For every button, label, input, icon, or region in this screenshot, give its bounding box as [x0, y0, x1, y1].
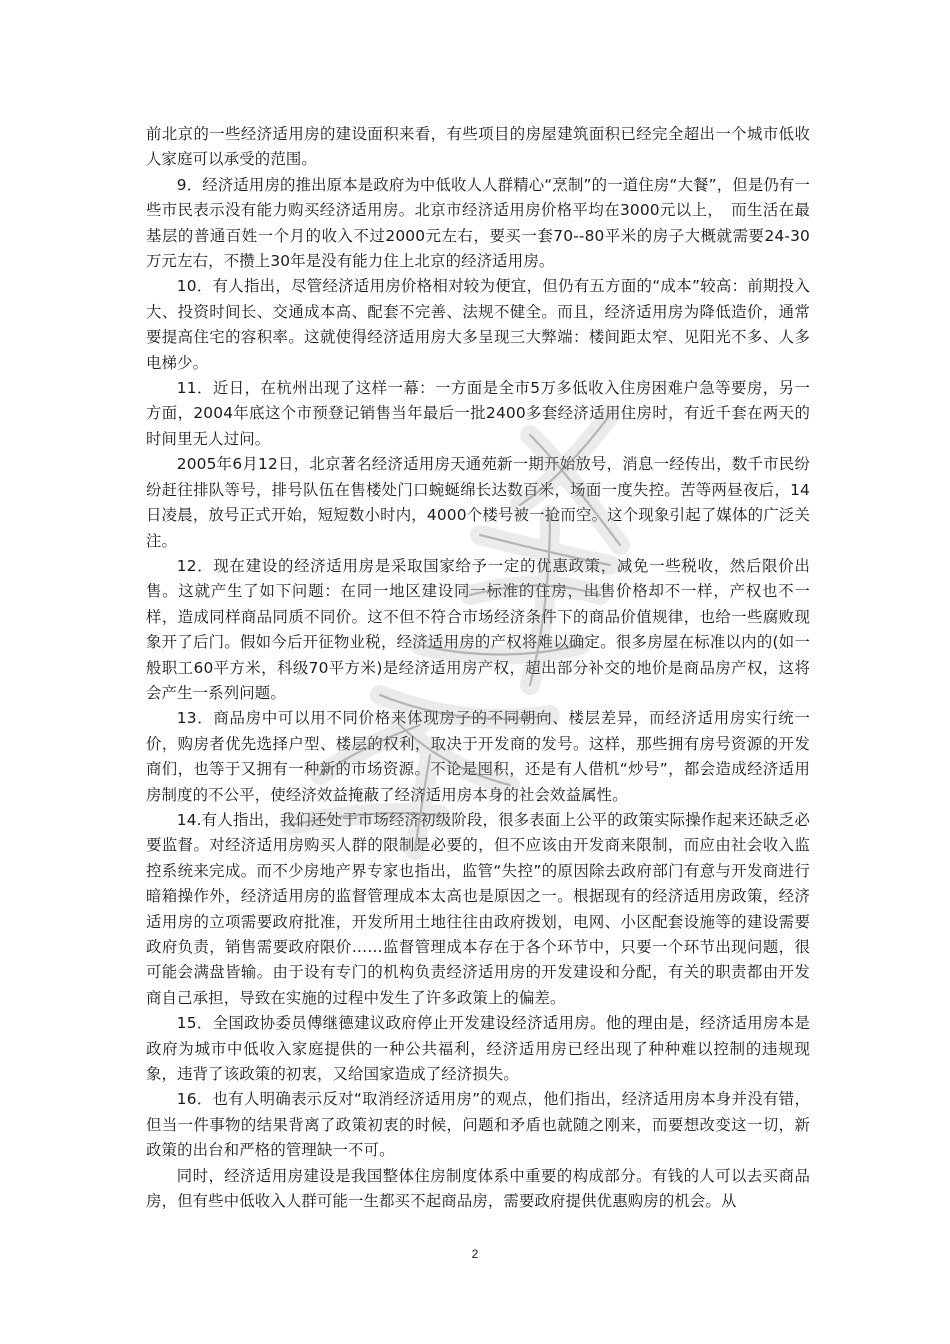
paragraph-2005-event: 2005年6月12日，北京著名经济适用房天通苑新一期开始放号，消息一经传出，数千市民纷纷赶往排队等号，排号队伍在售楼处门口蜿蜒绵长达数百米，场面一度失控。苦等两昼夜后，14日凌晨，放号正式开始，短短数小时内，4000个楼号被一抢而空。这个现象引起了媒体的广泛关注。 — [146, 455, 810, 550]
paragraph-15: 15．全国政协委员傅继德建议政府停止开发建设经济适用房。他的理由是，经济适用房本是政府为城市中低收入家庭提供的一种公共福利，经济适用房已经出现了种种难以控制的违规现象，违背了该政策的初衷，又给国家造成了经济损失。 — [146, 1014, 810, 1084]
paragraph-16: 16．也有人明确表示反对“取消经济适用房”的观点，他们指出，经济适用房本身并没有错，但当一件事物的结果背离了政策初衷的时候，问题和矛盾也就随之刚来，而要想改变这一切，新政策的出台和严格的管理缺一不可。 — [146, 1090, 810, 1160]
paragraph-continuation: 前北京的一些经济适用房的建设面积来看，有些项目的房屋建筑面积已经完全超出一个城市低收人家庭可以承受的范围。 — [146, 125, 810, 169]
paragraph-meanwhile: 同时，经济适用房建设是我国整体住房制度体系中重要的构成部分。有钱的人可以去买商品房，但有些中低收入人群可能一生都买不起商品房，需要政府提供优惠购房的机会。从 — [146, 1166, 810, 1211]
paragraph-13: 13．商品房中可以用不同价格来体现房子的不同朝向、楼层差异，而经济适用房实行统一价，购房者优先选择户型、楼层的权利，取决于开发商的发号。这样，那些拥有房号资源的开发商们，也等于又拥有一种新的市场资源。不论是囤积，还是有人借机“炒号”，都会造成经济适用房制度的不公平，使经济效益掩蔽了经济适用房本身的社会效益属性。 — [146, 709, 810, 804]
paragraph-12: 12．现在建设的经济适用房是采取国家给予一定的优惠政策，减免一些税收，然后限价出售。这就产生了如下问题：在同一地区建设同一标准的住房，出售价格却不一样，产权也不一样，造成同样商品同质不同价。这不但不符合市场经济条件下的商品价值规律，也给一些腐败现象开了后门。假如今后开征物业税，经济适用房的产权将难以确定。很多房屋在标准以内的(如一般职工60平方米，科级70平方米)是经济适用房产权，超出部分补交的地价是商品房产权，这将会产生一系列问题。 — [146, 556, 810, 702]
page-number: 2 — [471, 1247, 479, 1261]
paragraph-10: 10．有人指出，尽管经济适用房价格相对较为便宜，但仍有五方面的“成本”较高：前期投入大、投资时间长、交通成本高、配套不完善、法规不健全。而且，经济适用房为降低造价，通常要提高住宅的容积率。这就使得经济适用房大多呈现三大弊端：楼间距太窄、见阳光不多、人多电梯少。 — [146, 277, 810, 372]
paragraph-9: 9．经济适用房的推出原本是政府为中低收人人群精心“烹制”的一道住房“大餐”，但是仍有一些市民表示没有能力购买经济适用房。北京市经济适用房价格平均在3000元以上， 而生活在最基层的普通百姓一个月的收入不过2000元左右，要买一套70--80平米的房子大概就需要24-30万元左右，不攒上30年是没有能力住上北京的经济适用房。 — [146, 175, 810, 271]
paragraph-14: 14.有人指出，我们还处于市场经济初级阶段，很多表面上公平的政策实际操作起来还缺乏必要监督。对经济适用房购买人群的限制是必要的，但不应该由开发商来限制，而应由社会收入监控系统来完成。而不少房地产界专家也指出，监管“失控”的原因除去政府部门有意与开发商进行暗箱操作外，经济适用房的监督管理成本太高也是原因之一。根据现有的经济适用房政策，经济适用房的立项需要政府批准，开发所用土地往往由政府拨划，电网、小区配套设施等的建设需要政府负责，销售需要政府限价……监督管理成本存在于各个环节中，只要一个环节出现问题，很可能会满盘皆输。由于设有专门的机构负责经济适用房的开发建设和分配，有关的职责都由开发商自己承担，导致在实施的过程中发生了许多政策上的偏差。 — [146, 810, 810, 1007]
document-body — [146, 122, 810, 1214]
paragraph-11: 11．近日，在杭州出现了这样一幕：一方面是全市5万多低收入住房困难户急等要房，另一方面，2004年底这个市预登记销售当年最后一批2400多套经济适用住房时，有近千套在两天的时间里无人过问。 — [146, 379, 810, 448]
